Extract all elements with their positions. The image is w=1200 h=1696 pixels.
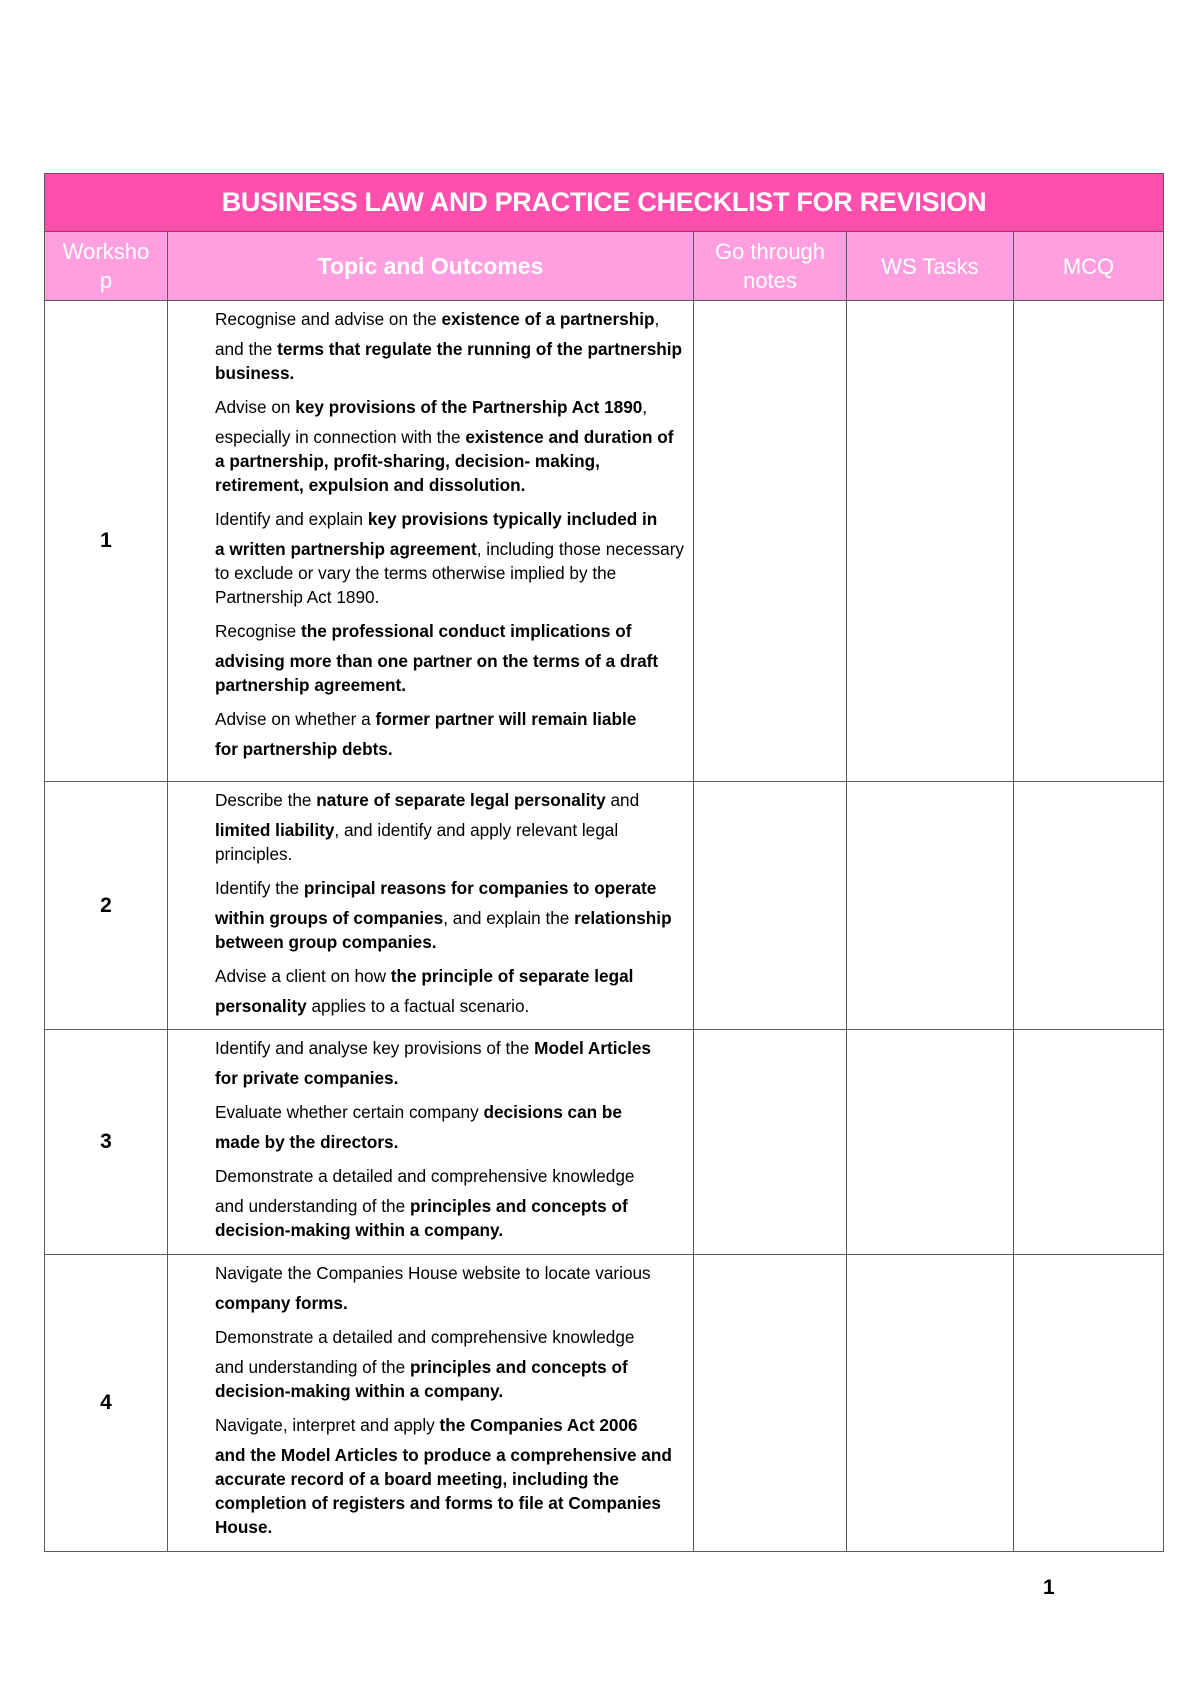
topic-outcomes-cell [168, 1030, 694, 1255]
outcome-bold-text: principles and concepts of decision-making within a company. [215, 1357, 628, 1401]
header-workshop: Workshop [45, 232, 168, 301]
outcome-bold-text: Model Articles [534, 1038, 651, 1058]
outcome-bold-text: within groups of companies [215, 908, 444, 928]
outcome-bold-text: personality [215, 996, 307, 1016]
outcome-bold-text: relationship between group companies. [215, 908, 672, 952]
page-number: 1 [1043, 1576, 1055, 1599]
outcome-bold-text: the professional conduct implications of [301, 621, 632, 641]
outcome-text: and understanding of the [215, 1196, 410, 1216]
topic-outcomes-cell [168, 782, 694, 1030]
workshop-number: 4 [45, 1255, 168, 1552]
outcome-item [215, 1413, 685, 1539]
outcome-text: Advise a client on how [215, 966, 391, 986]
outcome-text: , and explain the [443, 908, 575, 928]
outcome-item [215, 507, 685, 609]
workshop-row [45, 301, 1164, 782]
mcq-checkbox-cell[interactable] [1014, 782, 1164, 1030]
outcome-text: Navigate, interpret and apply [215, 1415, 440, 1435]
outcome-item [215, 707, 685, 761]
mcq-checkbox-cell[interactable] [1014, 1255, 1164, 1552]
outcome-bold-text: key provisions of the Partnership Act 1890 [295, 397, 643, 417]
mcq-checkbox-cell[interactable] [1014, 1030, 1164, 1255]
header-ws-tasks: WS Tasks [847, 232, 1014, 301]
outcome-item [215, 1261, 685, 1315]
outcome-item [215, 964, 685, 1018]
ws-tasks-checkbox-cell[interactable] [847, 1255, 1014, 1552]
outcome-bold-text: existence and duration of a partnership, profit-sharing, decision- making, retirement, expulsion and dissolution. [215, 427, 674, 495]
topic-outcomes-cell [168, 301, 694, 782]
outcome-item [215, 307, 685, 385]
outcome-bold-text: and the Model Articles to produce a comprehensive and accurate record of a board meeting, including the completion of registers and forms to file at Companies House. [215, 1445, 672, 1537]
outcome-item [215, 1036, 685, 1090]
outcome-bold-text: key provisions typically included in [367, 509, 658, 529]
ws-tasks-checkbox-cell[interactable] [847, 782, 1014, 1030]
outcome-bold-text: terms that regulate the running of the partnership business. [215, 339, 683, 383]
topic-outcomes-cell [168, 1255, 694, 1552]
outcome-bold-text: decisions can be [483, 1102, 622, 1122]
notes-checkbox-cell[interactable] [694, 782, 847, 1030]
outcome-text: Demonstrate a detailed and comprehensive knowledge [215, 1166, 635, 1186]
outcome-bold-text: former partner will remain liable [375, 709, 637, 729]
outcome-text: , and identify and apply relevant legal principles. [215, 820, 619, 864]
outcome-text: and the [215, 339, 278, 359]
outcome-text: applies to a factual scenario. [306, 996, 530, 1016]
header-row [45, 232, 1164, 301]
workshop-row [45, 1030, 1164, 1255]
outcome-bold-text: for private companies. [215, 1068, 399, 1088]
outcome-text: Recognise and advise on the [215, 309, 442, 329]
outcome-bold-text: the principle of separate legal [390, 966, 634, 986]
notes-checkbox-cell[interactable] [694, 1255, 847, 1552]
outcome-text: , [654, 309, 660, 329]
outcome-item [215, 1100, 685, 1154]
outcome-text: Advise on [215, 397, 296, 417]
outcome-text: Evaluate whether certain company [215, 1102, 484, 1122]
outcome-bold-text: principal reasons for companies to operate [303, 878, 657, 898]
outcome-item [215, 395, 685, 497]
notes-checkbox-cell[interactable] [694, 301, 847, 782]
outcome-text: , [642, 397, 648, 417]
outcome-bold-text: a written partnership agreement [215, 539, 477, 559]
outcome-text: and [605, 790, 640, 810]
outcome-item [215, 1164, 685, 1242]
workshop-number: 2 [45, 782, 168, 1030]
outcome-text: Identify and analyse key provisions of the [215, 1038, 535, 1058]
outcome-text: Navigate the Companies House website to locate various [215, 1263, 651, 1283]
workshop-number: 3 [45, 1030, 168, 1255]
notes-checkbox-cell[interactable] [694, 1030, 847, 1255]
outcome-text: Identify and explain [215, 509, 368, 529]
outcome-bold-text: made by the directors. [215, 1132, 399, 1152]
workshop-number: 1 [45, 301, 168, 782]
header-notes: Go through notes [694, 232, 847, 301]
outcome-text: Advise on whether a [215, 709, 376, 729]
outcome-text: especially in connection with the [215, 427, 466, 447]
outcome-item [215, 619, 685, 697]
outcome-bold-text: the Companies Act 2006 [439, 1415, 638, 1435]
outcome-item [215, 876, 685, 954]
workshop-row [45, 782, 1164, 1030]
header-topic: Topic and Outcomes [168, 232, 694, 301]
header-mcq: MCQ [1014, 232, 1164, 301]
title-row [45, 174, 1164, 232]
outcome-text: and understanding of the [215, 1357, 410, 1377]
outcome-bold-text: nature of separate legal personality [316, 790, 606, 810]
outcome-text: , including those necessary to exclude or vary the terms otherwise implied by the Partnership Act 1890. [215, 539, 685, 607]
workshop-rows [45, 301, 1164, 1552]
mcq-checkbox-cell[interactable] [1014, 301, 1164, 782]
outcome-bold-text: advising more than one partner on the terms of a draft partnership agreement. [215, 651, 659, 695]
ws-tasks-checkbox-cell[interactable] [847, 301, 1014, 782]
outcome-text: Demonstrate a detailed and comprehensive knowledge [215, 1327, 635, 1347]
outcome-bold-text: limited liability [215, 820, 335, 840]
revision-checklist-table [44, 173, 1164, 1552]
workshop-row [45, 1255, 1164, 1552]
outcome-text: Identify the [215, 878, 304, 898]
outcome-bold-text: company forms. [215, 1293, 348, 1313]
outcome-item [215, 1325, 685, 1403]
checklist-title: BUSINESS LAW AND PRACTICE CHECKLIST FOR REVISION [45, 174, 1164, 232]
outcome-bold-text: principles and concepts of decision-making within a company. [215, 1196, 628, 1240]
outcome-item [215, 788, 685, 866]
outcome-text: Describe the [215, 790, 317, 810]
outcome-bold-text: for partnership debts. [215, 739, 393, 759]
outcome-bold-text: existence of a partnership [441, 309, 655, 329]
ws-tasks-checkbox-cell[interactable] [847, 1030, 1014, 1255]
outcome-text: Recognise [215, 621, 301, 641]
